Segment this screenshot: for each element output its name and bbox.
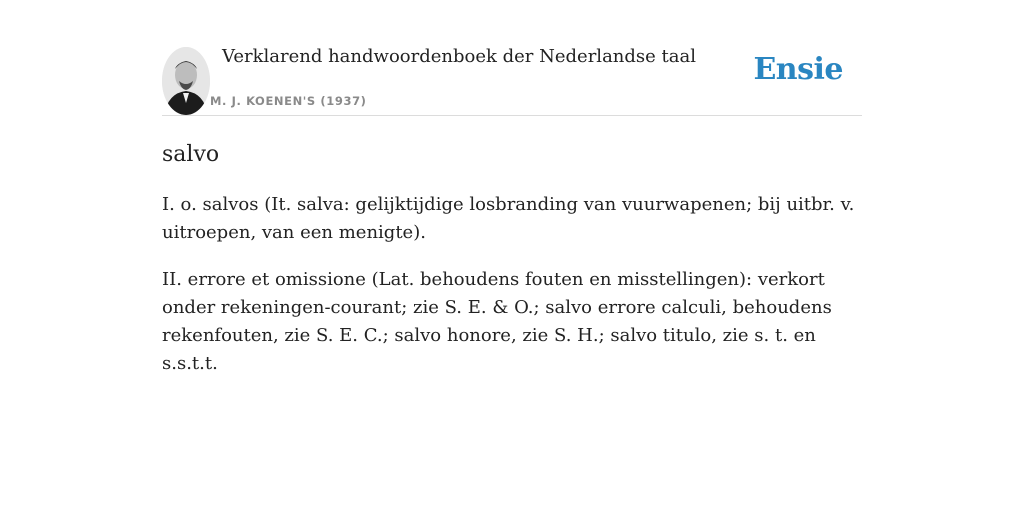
entry-headword: salvo — [162, 142, 220, 167]
author-portrait-icon — [162, 47, 210, 115]
book-title-link[interactable]: Verklarend handwoordenboek der Nederlandse taal — [222, 46, 696, 67]
author-label: M. J. KOENEN'S (1937) — [210, 94, 367, 108]
ensie-logo-link[interactable]: Ensie — [753, 52, 843, 87]
site-header — [162, 46, 862, 116]
page — [162, 0, 862, 378]
definition-1: I. o. salvos (It. salva: gelijktijdige losbranding van vuurwapenen; bij uitbr. v. uitroepen, van een menigte). — [162, 194, 855, 243]
definition-2: II. errore et omissione (Lat. behoudens fouten en misstellingen): verkort onder rekeningen-courant; zie S. E. & O.; salvo errore calculi, behoudens rekenfouten, zie S. E. C.; salvo honore, zie S. H.; salvo titulo, zie s. t. en s.s.t.t. — [162, 269, 832, 374]
portrait-image — [162, 47, 210, 115]
